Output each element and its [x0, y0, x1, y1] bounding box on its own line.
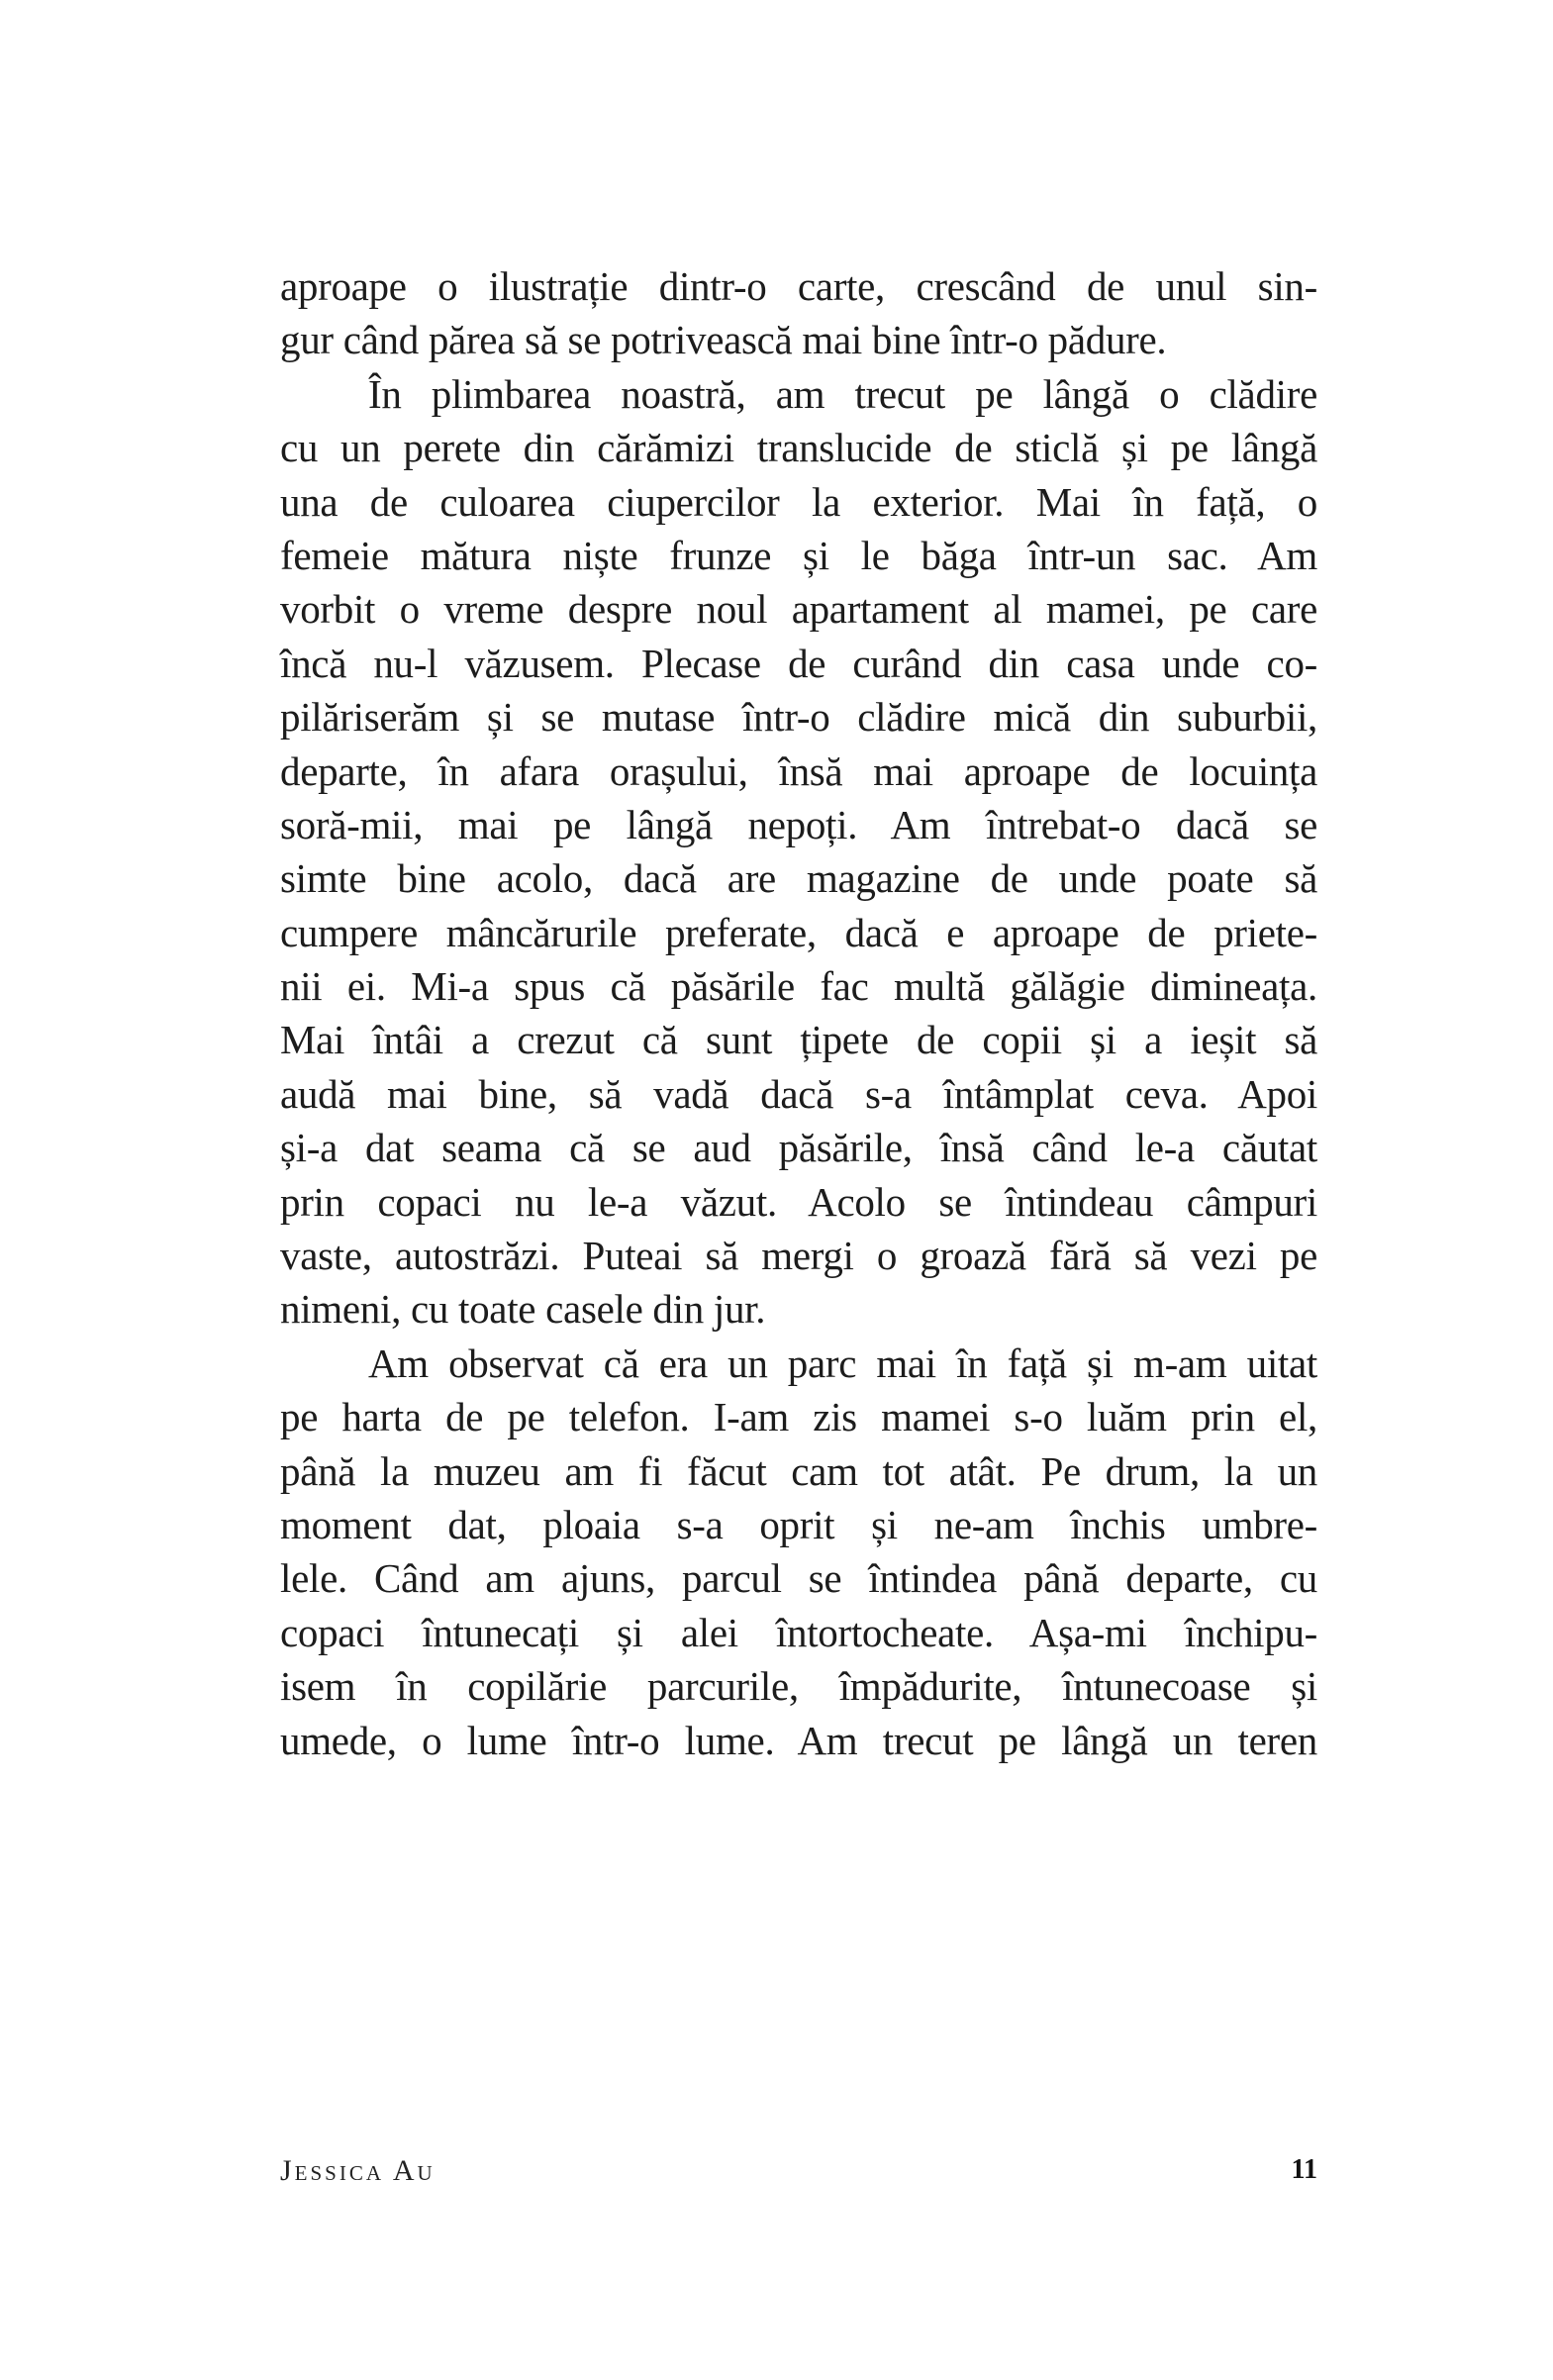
page-number: 11 — [1291, 2154, 1317, 2185]
text-line: vaste, autostrăzi. Puteai să mergi o groază fără să vezi pe — [280, 1233, 1317, 1279]
text-line: și-a dat seama că se aud păsările, însă când le-a căutat — [280, 1125, 1317, 1171]
text-line: una de culoarea ciupercilor la exterior. Mai în față, o — [280, 478, 1317, 525]
text-line: gur când părea să se potrivească mai bine într-o pădure. — [280, 317, 1167, 363]
text-line: cu un perete din cărămizi translucide de sticlă și pe lângă — [280, 425, 1317, 471]
text-line: aproape o ilustrație dintr-o carte, crescând de unul sin- — [280, 263, 1317, 309]
text-line: nii ei. Mi-a spus că păsările fac multă gălăgie dimineața. — [280, 963, 1317, 1010]
text-line: nimeni, cu toate casele din jur. — [280, 1286, 766, 1333]
body-text — [280, 259, 1317, 1767]
text-line: până la muzeu am fi făcut cam tot atât. Pe drum, la un — [280, 1447, 1317, 1494]
text-line: umede, o lume într-o lume. Am trecut pe lângă un teren — [280, 1717, 1317, 1763]
text-line: Mai întâi a crezut că sunt țipete de copii și a ieșit să — [280, 1017, 1317, 1063]
text-line: departe, în afara orașului, însă mai aproape de locuința — [280, 747, 1317, 794]
text-line: cumpere mâncărurile preferate, dacă e aproape de priete- — [280, 909, 1317, 955]
text-line: soră-mii, mai pe lângă nepoți. Am întrebat-o dacă se — [280, 801, 1317, 847]
text-line: pe harta de pe telefon. I-am zis mamei s-o luăm prin el, — [280, 1394, 1317, 1440]
running-head-author: Jessica Au — [280, 2154, 436, 2187]
text-line: încă nu-l văzusem. Plecase de curând din casa unde co- — [280, 640, 1317, 686]
text-line: femeie mătura niște frunze și le băga într-un sac. Am — [280, 532, 1317, 578]
text-line: Am observat că era un parc mai în față și m-am uitat — [368, 1339, 1317, 1386]
text-line: audă mai bine, să vadă dacă s-a întâmplat ceva. Apoi — [280, 1070, 1317, 1117]
text-line: lele. Când am ajuns, parcul se întindea până departe, cu — [280, 1555, 1317, 1602]
text-line: vorbit o vreme despre noul apartament al mamei, pe care — [280, 586, 1317, 633]
text-line: pilăriserăm și se mutase într-o clădire mică din suburbii, — [280, 694, 1317, 741]
page-footer — [280, 2154, 1317, 2194]
text-line: prin copaci nu le-a văzut. Acolo se întindeau câmpuri — [280, 1178, 1317, 1225]
text-line: simte bine acolo, dacă are magazine de unde poate să — [280, 855, 1317, 902]
text-line: copaci întunecați și alei întortocheate. Așa-mi închipu- — [280, 1609, 1317, 1655]
text-line: În plimbarea noastră, am trecut pe lângă o clădire — [368, 370, 1317, 417]
text-line: isem în copilărie parcurile, împădurite, întunecoase și — [280, 1663, 1317, 1710]
text-line: moment dat, ploaia s-a oprit și ne-am închis umbre- — [280, 1501, 1317, 1547]
